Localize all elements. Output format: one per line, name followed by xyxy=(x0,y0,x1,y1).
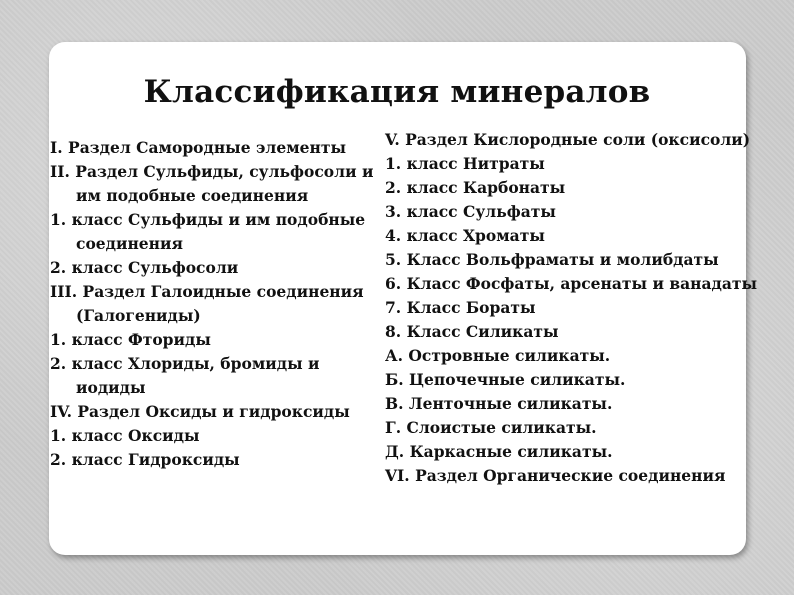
list-item: 1. класс Фториды xyxy=(50,330,211,349)
list-item: соединения xyxy=(76,234,183,253)
list-item: II. Раздел Сульфиды, сульфосоли и xyxy=(50,162,374,181)
list-item: VI. Раздел Органические соединения xyxy=(385,466,726,485)
page-title: Классификация минералов xyxy=(143,74,651,110)
list-item: 1. класс Нитраты xyxy=(385,154,545,173)
list-item: IV. Раздел Оксиды и гидроксиды xyxy=(50,402,350,421)
list-item: В. Ленточные силикаты. xyxy=(385,394,613,413)
list-item: 2. класс Гидроксиды xyxy=(50,450,240,469)
list-item: 8. Класс Силикаты xyxy=(385,322,559,341)
list-item: Д. Каркасные силикаты. xyxy=(385,442,613,461)
list-item: 1. класс Оксиды xyxy=(50,426,200,445)
list-item: Б. Цепочечные силикаты. xyxy=(385,370,626,389)
list-item: III. Раздел Галоидные соединения xyxy=(50,282,364,301)
list-item: 2. класс Карбонаты xyxy=(385,178,566,197)
list-item: 4. класс Хроматы xyxy=(385,226,545,245)
list-item: 3. класс Сульфаты xyxy=(385,202,556,221)
list-item: I. Раздел Самородные элементы xyxy=(50,138,347,157)
list-item: иодиды xyxy=(76,378,146,397)
list-item: 2. класс Хлориды, бромиды и xyxy=(50,354,320,373)
list-item: V. Раздел Кислородные соли (оксисоли) xyxy=(385,130,751,149)
list-item: 5. Класс Вольфраматы и молибдаты xyxy=(385,250,719,269)
list-item: 1. класс Сульфиды и им подобные xyxy=(50,210,366,229)
list-item: Г. Слоистые силикаты. xyxy=(385,418,597,437)
list-item: 6. Класс Фосфаты, арсенаты и ванадаты xyxy=(385,274,758,293)
list-item: 7. Класс Бораты xyxy=(385,298,536,317)
list-item: им подобные соединения xyxy=(76,186,309,205)
left-column-list xyxy=(50,136,380,472)
right-column-list xyxy=(385,128,785,488)
list-item: 2. класс Сульфосоли xyxy=(50,258,239,277)
list-item: А. Островные силикаты. xyxy=(385,346,611,365)
list-item: (Галогениды) xyxy=(76,306,201,325)
